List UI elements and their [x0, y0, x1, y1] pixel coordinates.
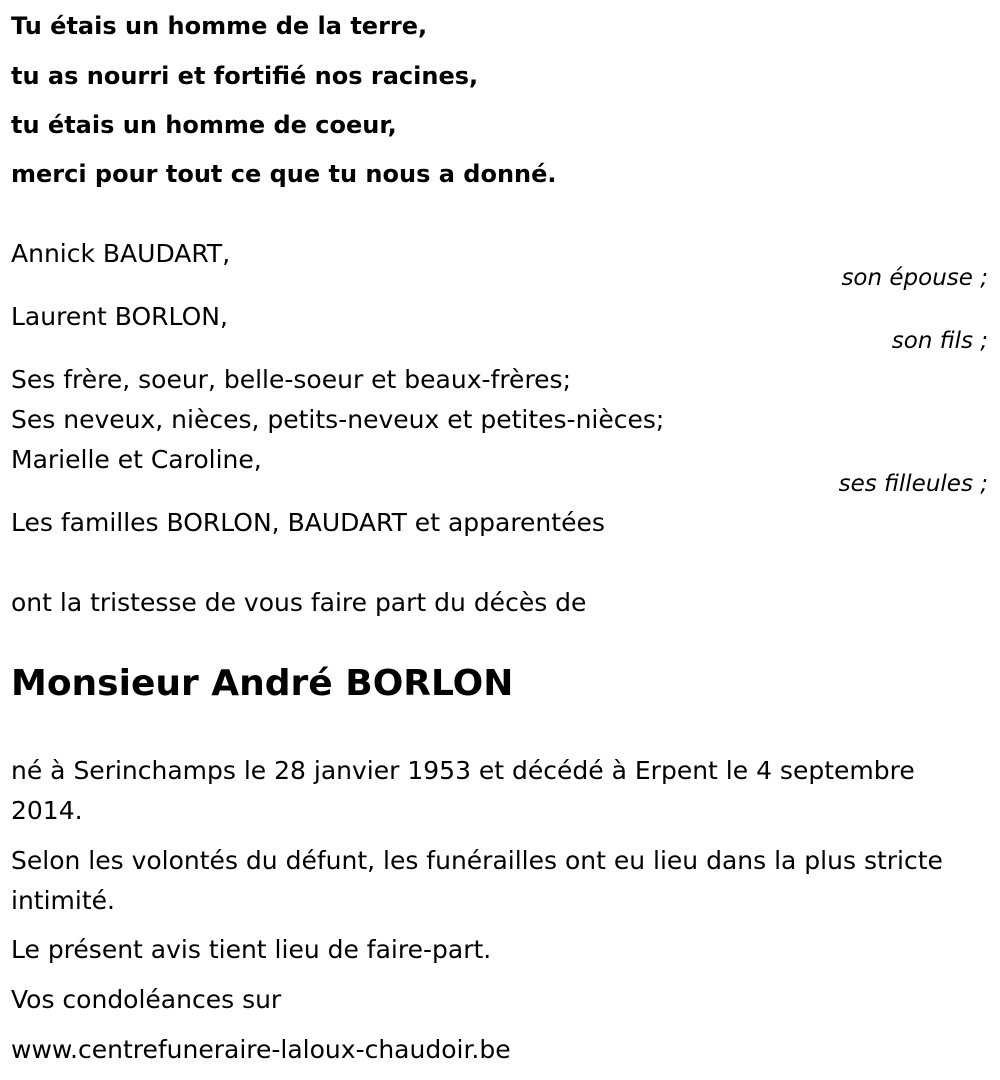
poem-line-3: tu étais un homme de coeur, — [11, 111, 397, 139]
spouse-role: son épouse ; — [841, 265, 988, 291]
nephews-line: Ses neveux, nièces, petits-neveux et petites-nièces; — [11, 405, 665, 434]
families-line: Les familles BORLON, BAUDART et apparentées — [11, 508, 605, 537]
poem-line-1: Tu étais un homme de la terre, — [11, 12, 428, 40]
poem-line-4: merci pour tout ce que tu nous a donné. — [11, 160, 557, 188]
birth-death-paragraph: né à Serinchamps le 28 janvier 1953 et décédé à Erpent le 4 septembre 2014. — [11, 756, 915, 825]
son-role: son fils ; — [891, 328, 988, 354]
condolences-label: Vos condoléances sur — [11, 985, 282, 1014]
announcement-line: ont la tristesse de vous faire part du décès de — [11, 588, 587, 617]
notice-line: Le présent avis tient lieu de faire-part. — [11, 935, 492, 964]
siblings-line: Ses frère, soeur, belle-soeur et beaux-frères; — [11, 365, 571, 394]
spouse-name: Annick BAUDART, — [11, 239, 231, 268]
goddaughters-name: Marielle et Caroline, — [11, 445, 262, 474]
poem-line-2: tu as nourri et fortifié nos racines, — [11, 62, 479, 90]
goddaughters-role: ses filleules ; — [838, 471, 988, 497]
funeral-paragraph: Selon les volontés du défunt, les funérailles ont eu lieu dans la plus stricte intimité. — [11, 846, 943, 915]
website-link[interactable]: www.centrefuneraire-laloux-chaudoir.be — [11, 1035, 511, 1064]
son-name: Laurent BORLON, — [11, 302, 228, 331]
deceased-name: Monsieur André BORLON — [11, 663, 514, 704]
